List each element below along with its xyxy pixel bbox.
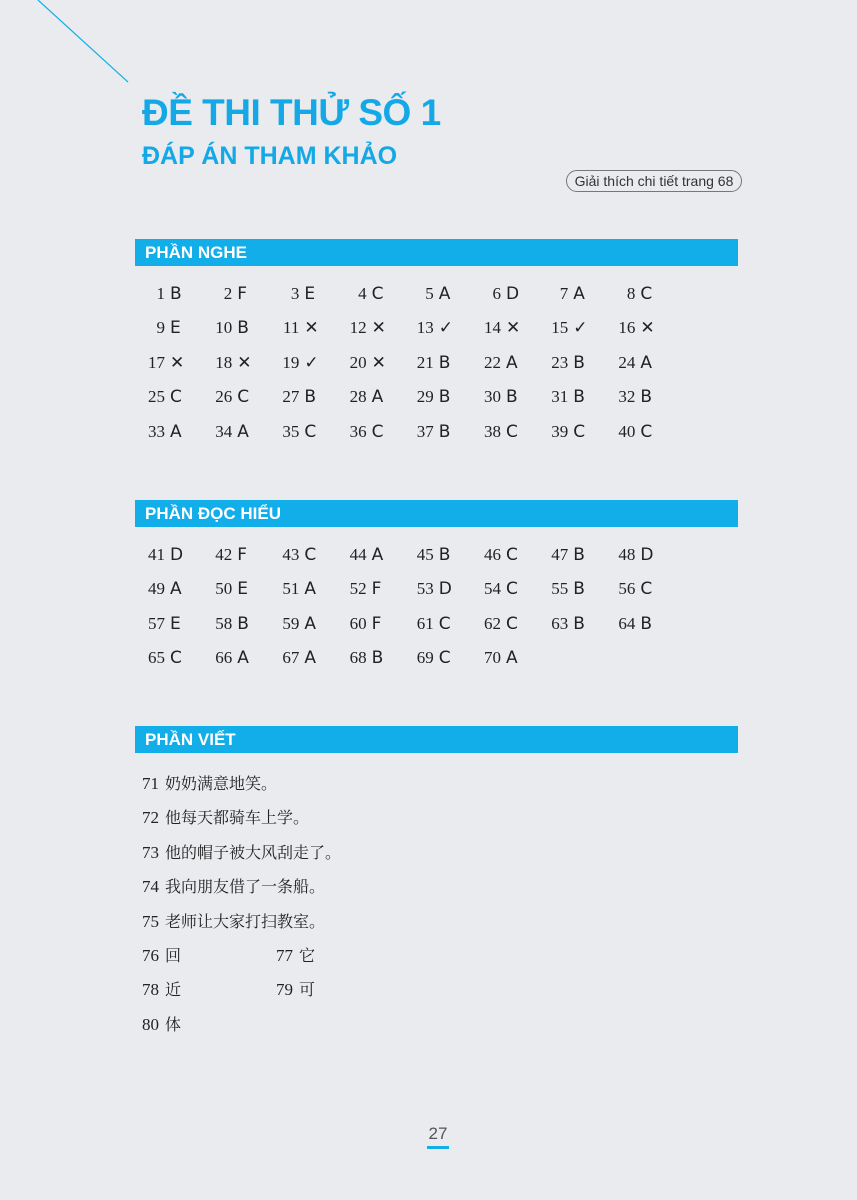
question-number: 17 [148,352,165,372]
writing-answer-item [269,977,315,1000]
writing-row [135,943,738,977]
answer-value: F [371,579,382,600]
answer-value: E [304,284,316,304]
answer-item [605,545,653,579]
question-number: 54 [484,579,501,599]
answer-value: B [640,613,653,634]
question-number: 27 [282,387,300,407]
answer-text: 体 [165,1014,182,1034]
question-number: 29 [416,387,434,407]
answer-value: C [640,421,653,442]
question-number: 26 [215,387,233,407]
question-number: 45 [416,545,434,564]
writing-answer-item [135,1012,181,1035]
answer-value: ✓ [573,318,588,339]
answer-text: 可 [299,980,316,1000]
question-number: 43 [282,545,300,564]
answer-value: B [573,352,585,373]
answer-value: E [170,318,181,339]
question-number: 31 [551,387,569,407]
answer-value: D [640,545,654,565]
answer-value: A [170,421,182,442]
answer-text: 回 [165,945,182,965]
answer-value: B [573,387,585,408]
answer-value: B [304,387,317,408]
answer-item [337,353,386,387]
answer-value: ✕ [371,318,386,339]
answer-item [269,353,318,387]
answer-value: A [237,648,249,669]
question-number: 44 [349,545,367,564]
answer-value: B [371,648,384,669]
answer-item [404,284,451,318]
section-header-writing: PHẦN VIẾT [135,726,738,753]
answer-text: 它 [299,945,316,965]
answer-item [404,318,453,352]
answer-item [538,545,585,579]
answer-item [538,318,587,352]
writing-answer-item [269,943,315,966]
reading-answer-grid [135,545,738,683]
answer-row [135,353,738,387]
answer-item [471,387,518,421]
answer-value: ✕ [304,318,319,339]
question-number: 28 [349,387,367,407]
answer-item [471,422,518,456]
question-number: 56 [618,579,636,599]
answer-value: F [237,545,247,565]
question-number: 20 [349,352,367,372]
answer-value: B [438,545,451,565]
question-number: 69 [416,648,434,668]
question-number: 75 [142,911,159,931]
answer-value: ✕ [640,318,655,339]
answer-value: C [573,421,586,442]
answer-item [269,284,315,318]
answer-value: A [640,352,653,373]
question-number: 62 [484,613,501,633]
question-number: 15 [551,318,569,338]
answer-item [605,353,652,387]
answer-item [605,387,652,421]
answer-value: A [170,579,182,600]
answer-item [471,353,518,387]
answer-item [337,614,382,648]
answer-item [471,648,518,682]
answer-value: B [573,613,585,634]
answer-item [605,579,652,613]
question-number: 12 [349,318,367,338]
question-number: 80 [142,1014,159,1034]
question-number: 1 [156,284,165,303]
answer-item [135,284,182,318]
writing-answer-list [135,771,738,1046]
answer-value: C [371,421,384,442]
answer-value: A [237,421,249,442]
answer-item [135,387,182,421]
question-number: 30 [484,387,501,407]
question-number: 53 [416,579,434,599]
answer-value: B [170,284,182,304]
answer-text: 我向朋友借了一条船。 [165,877,326,897]
answer-value: A [304,579,317,600]
answer-value: B [237,318,249,339]
answer-value: B [438,352,451,373]
answer-value: ✕ [371,352,386,373]
question-number: 39 [551,421,569,441]
answer-value: F [237,284,247,304]
question-number: 61 [416,613,434,633]
question-number: 22 [484,352,501,372]
answer-item [202,579,248,613]
answer-item [404,422,451,456]
answer-item [337,545,384,579]
answer-item [538,387,585,421]
question-number: 18 [215,352,233,372]
question-number: 49 [148,579,165,599]
writing-answer-item [135,805,309,828]
question-number: 55 [551,579,569,599]
answer-item [269,579,316,613]
question-number: 50 [215,579,233,599]
answer-value: D [438,579,452,600]
answer-item [404,353,451,387]
writing-row [135,771,738,805]
answer-item [135,318,181,352]
answer-item [605,422,652,456]
answer-value: F [371,613,382,634]
answer-row [135,545,738,579]
answer-value: E [170,613,181,634]
answer-item [538,284,585,318]
question-number: 70 [484,648,501,668]
answer-value: A [506,352,518,373]
question-number: 72 [142,808,159,828]
question-number: 65 [148,648,165,668]
answer-item [337,422,384,456]
answer-text: 近 [165,980,182,1000]
answer-row [135,614,738,648]
writing-answer-item [135,943,181,966]
answer-value: ✕ [237,352,252,373]
answer-text: 他的帽子被大风刮走了。 [165,842,342,862]
answer-row [135,422,738,456]
question-number: 71 [142,774,159,793]
page-number-underline [427,1146,449,1149]
question-number: 64 [618,613,636,633]
question-number: 57 [148,613,165,633]
answer-value: C [237,387,250,408]
writing-answer-item [135,909,325,932]
question-number: 35 [282,421,300,441]
question-number: 63 [551,613,569,633]
answer-value: ✓ [304,352,319,373]
answer-item [404,614,451,648]
answer-value: E [237,579,248,600]
question-number: 32 [618,387,636,407]
question-number: 46 [484,545,501,564]
question-number: 23 [551,352,569,372]
answer-item [269,387,316,421]
question-number: 42 [215,545,233,564]
answer-item [471,545,518,579]
answer-item [135,422,182,456]
answer-item [269,545,316,579]
question-number: 3 [290,284,300,303]
answer-item [471,318,520,352]
question-number: 34 [215,421,233,441]
answer-value: C [506,545,518,565]
question-number: 25 [148,387,165,407]
answer-item [202,545,247,579]
writing-answer-item [135,771,277,794]
question-number: 76 [142,945,159,965]
question-number: 14 [484,318,501,338]
answer-value: B [573,579,585,600]
answer-text: 奶奶满意地笑。 [165,774,278,793]
answer-item [538,579,585,613]
answer-item [337,284,384,318]
answer-value: B [438,421,451,442]
question-number: 66 [215,648,233,668]
answer-value: B [506,387,518,408]
answer-item [471,284,519,318]
answer-value: C [304,421,317,442]
answer-item [337,318,386,352]
writing-answer-item [135,840,341,863]
answer-value: A [304,613,317,634]
answer-item [135,545,183,579]
question-number: 8 [626,284,636,303]
writing-row [135,805,738,839]
writing-answer-item [135,874,325,897]
question-number: 79 [276,980,293,1000]
question-number: 60 [349,613,367,633]
answer-item [135,648,182,682]
writing-row [135,840,738,874]
answer-item [404,648,451,682]
answer-value: C [371,284,384,304]
question-number: 41 [148,545,165,564]
answer-value: C [640,579,653,600]
answer-value: B [640,387,653,408]
answer-item [538,614,585,648]
answer-row [135,318,738,352]
answer-item [269,318,318,352]
answer-value: C [506,613,518,634]
question-number: 16 [618,318,636,338]
listening-answer-grid [135,284,738,456]
answer-item [135,614,181,648]
question-number: 7 [559,284,569,303]
question-number: 74 [142,877,159,897]
question-number: 5 [425,284,434,303]
answer-value: C [438,648,451,669]
question-number: 13 [416,318,434,338]
question-number: 47 [551,545,569,564]
answer-item [202,318,249,352]
answer-item [404,387,451,421]
writing-row [135,1012,738,1046]
answer-item [605,284,652,318]
answer-row [135,648,738,682]
answer-value: C [640,284,653,304]
answer-item [269,648,316,682]
answer-value: C [170,648,182,669]
page-number: 27 [428,1124,448,1143]
answer-row [135,284,738,318]
answer-value: ✕ [506,318,521,339]
answer-item [202,284,247,318]
answer-item [337,387,384,421]
question-number: 11 [283,318,300,338]
answer-item [202,648,249,682]
answer-value: A [438,284,451,304]
answer-value: A [304,648,317,669]
question-number: 67 [282,648,300,668]
answer-text: 老师让大家打扫教室。 [165,911,326,931]
question-number: 6 [492,284,501,303]
question-number: 2 [223,284,233,303]
answer-item [337,579,382,613]
question-number: 68 [349,648,367,668]
question-number: 9 [156,318,165,338]
question-number: 4 [358,284,367,303]
answer-item [135,579,182,613]
question-number: 19 [282,352,300,372]
answer-item [605,318,654,352]
answer-value: D [170,545,184,565]
answer-item [605,614,652,648]
question-number: 37 [416,421,434,441]
answer-item [135,353,184,387]
question-number: 38 [484,421,501,441]
answer-item [202,422,249,456]
answer-item [202,614,249,648]
question-number: 58 [215,613,233,633]
question-number: 40 [618,421,636,441]
question-number: 10 [215,318,233,338]
question-number: 24 [618,352,636,372]
answer-item [337,648,384,682]
answer-value: ✓ [438,318,454,339]
question-number: 48 [618,545,636,564]
page-title: ĐỀ THI THỬ SỐ 1 [142,92,441,133]
answer-item [538,353,585,387]
answer-item [471,614,518,648]
section-header-reading: PHẦN ĐỌC HIỂU [135,500,738,527]
writing-row [135,874,738,908]
answer-value: C [170,387,182,408]
answer-value: C [506,421,518,442]
question-number: 77 [276,945,293,965]
question-number: 73 [142,842,159,862]
writing-row [135,977,738,1011]
question-number: 33 [148,421,165,441]
answer-item [404,545,451,579]
reference-note: Giải thích chi tiết trang 68 [566,170,742,192]
question-number: 21 [416,352,434,372]
answer-value: A [371,387,384,408]
answer-value: D [506,284,520,304]
answer-value: ✕ [170,352,185,373]
writing-row [135,909,738,943]
answer-item [471,579,518,613]
answer-value: A [506,648,518,669]
answer-text: 他每天都骑车上学。 [165,808,310,828]
answer-item [269,422,316,456]
answer-item [269,614,316,648]
page-subtitle: ĐÁP ÁN THAM KHẢO [142,142,398,170]
answer-value: A [371,545,384,565]
section-header-listening: PHẦN NGHE [135,239,738,266]
answer-row [135,579,738,613]
answer-item [538,422,585,456]
question-number: 51 [282,579,300,599]
question-number: 36 [349,421,367,441]
answer-item [202,387,249,421]
answer-value: B [438,387,451,408]
question-number: 59 [282,613,300,633]
answer-item [202,353,251,387]
answer-row [135,387,738,421]
answer-item [404,579,452,613]
question-number: 52 [349,579,367,599]
answer-value: B [237,613,249,634]
writing-answer-item [135,977,181,1000]
answer-value: C [304,545,317,565]
answer-value: C [506,579,518,600]
question-number: 78 [142,980,159,1000]
answer-value: A [573,284,585,304]
answer-value: C [438,613,451,634]
answer-value: B [573,545,585,565]
